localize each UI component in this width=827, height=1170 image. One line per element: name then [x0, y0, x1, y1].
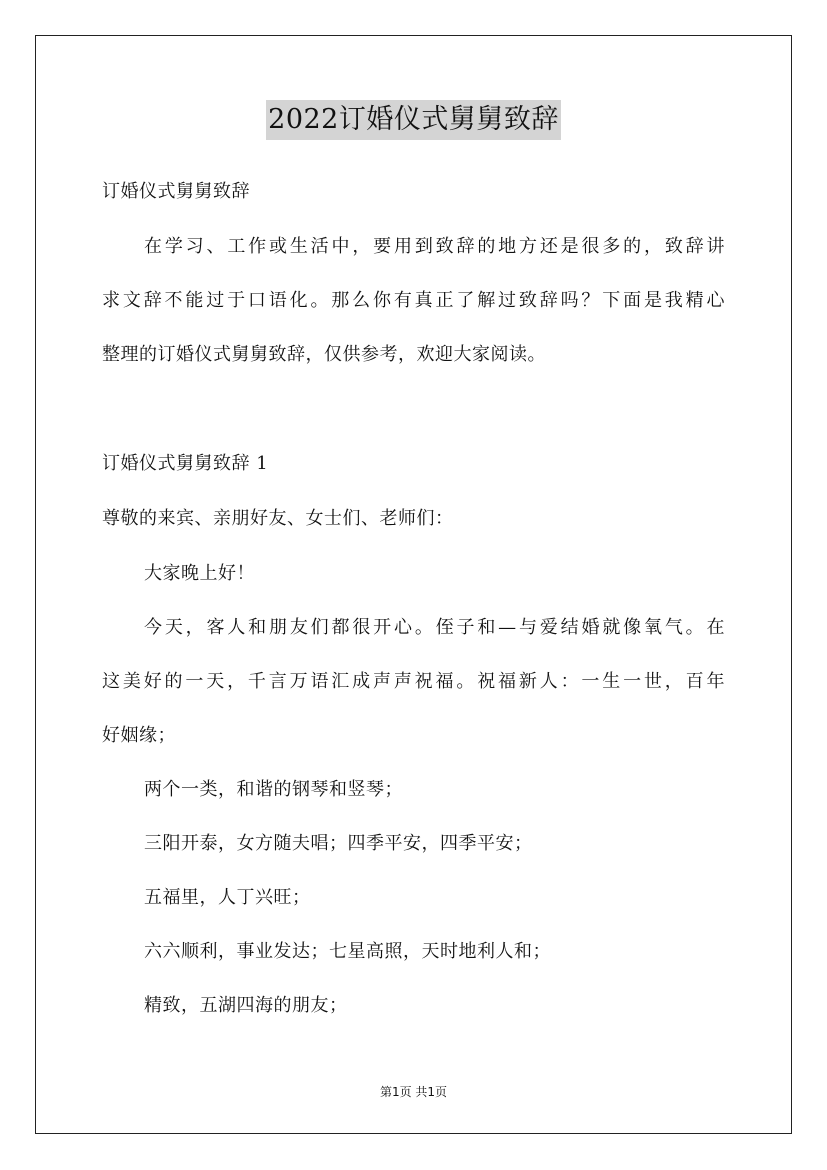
- body-line: 这美好的一天，千言万语汇成声声祝福。祝福新人：一生一世，百年: [102, 671, 725, 692]
- title-container: [0, 100, 827, 140]
- intro-line: 求文辞不能过于口语化。那么你有真正了解过致辞吗？下面是我精心: [102, 290, 725, 311]
- section-title: 订婚仪式舅舅致辞 1: [102, 453, 269, 474]
- body-line: 两个一类，和谐的钢琴和竖琴；: [144, 779, 403, 800]
- intro-line: 在学习、工作或生活中，要用到致辞的地方还是很多的，致辞讲: [144, 236, 725, 257]
- body-line: 今天，客人和朋友们都很开心。侄子和—与爱结婚就像氧气。在: [144, 617, 725, 638]
- greeting: 尊敬的来宾、亲朋好友、女士们、老师们：: [102, 508, 454, 529]
- body-line: 好姻缘；: [102, 725, 176, 746]
- intro-line: 整理的订婚仪式舅舅致辞，仅供参考，欢迎大家阅读。: [102, 344, 546, 365]
- body-line: 大家晚上好！: [144, 563, 255, 584]
- body-line: 五福里，人丁兴旺；: [144, 887, 311, 908]
- body-line: 精致，五湖四海的朋友；: [144, 995, 348, 1016]
- body-line: 六六顺利，事业发达；七星高照，天时地利人和；: [144, 941, 551, 962]
- page-footer: 第1页 共1页: [379, 1085, 448, 1099]
- subtitle: 订婚仪式舅舅致辞: [102, 181, 250, 202]
- document-title: 2022订婚仪式舅舅致辞: [266, 100, 561, 140]
- body-line: 三阳开泰，女方随夫唱；四季平安，四季平安；: [144, 833, 533, 854]
